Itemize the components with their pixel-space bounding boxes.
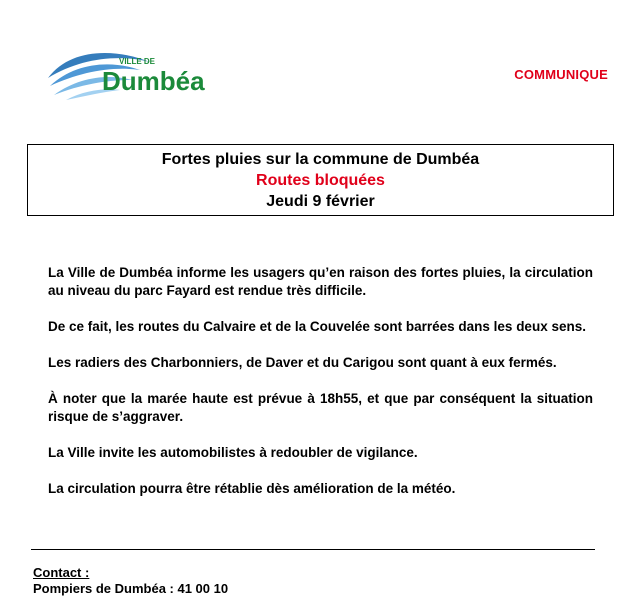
paragraph: Les radiers des Charbonniers, de Daver et du Carigou sont quant à eux fermés. — [48, 355, 557, 370]
contact-line: Pompiers de Dumbéa : 41 00 10 — [33, 581, 229, 596]
logo-small-text: VILLE DE — [119, 57, 156, 66]
body-text — [48, 264, 593, 516]
paragraph: La Ville de Dumbéa informe les usagers qu’en raison des fortes pluies, la circulation au niveau du parc Fayard est rendue très difficile. — [48, 265, 593, 298]
logo-wordmark: Dumbéa — [102, 66, 205, 96]
dumbea-logo — [40, 40, 240, 110]
paragraph: La Ville invite les automobilistes à redoubler de vigilance. — [48, 445, 418, 460]
title-line-3: Jeudi 9 février — [266, 193, 375, 210]
contact-block — [33, 565, 228, 597]
paragraph: De ce fait, les routes du Calvaire et de la Couvelée sont barrées dans les deux sens. — [48, 319, 586, 334]
communique-label: COMMUNIQUE — [514, 67, 608, 82]
divider — [31, 549, 595, 550]
title-box — [27, 144, 614, 216]
title-line-2: Routes bloquées — [256, 172, 385, 189]
paragraph: La circulation pourra être rétablie dès amélioration de la météo. — [48, 481, 456, 496]
contact-label: Contact : — [33, 565, 90, 580]
paragraph: À noter que la marée haute est prévue à 18h55, et que par conséquent la situation risque de s’aggraver. — [48, 391, 593, 424]
title-line-1: Fortes pluies sur la commune de Dumbéa — [161, 151, 480, 168]
